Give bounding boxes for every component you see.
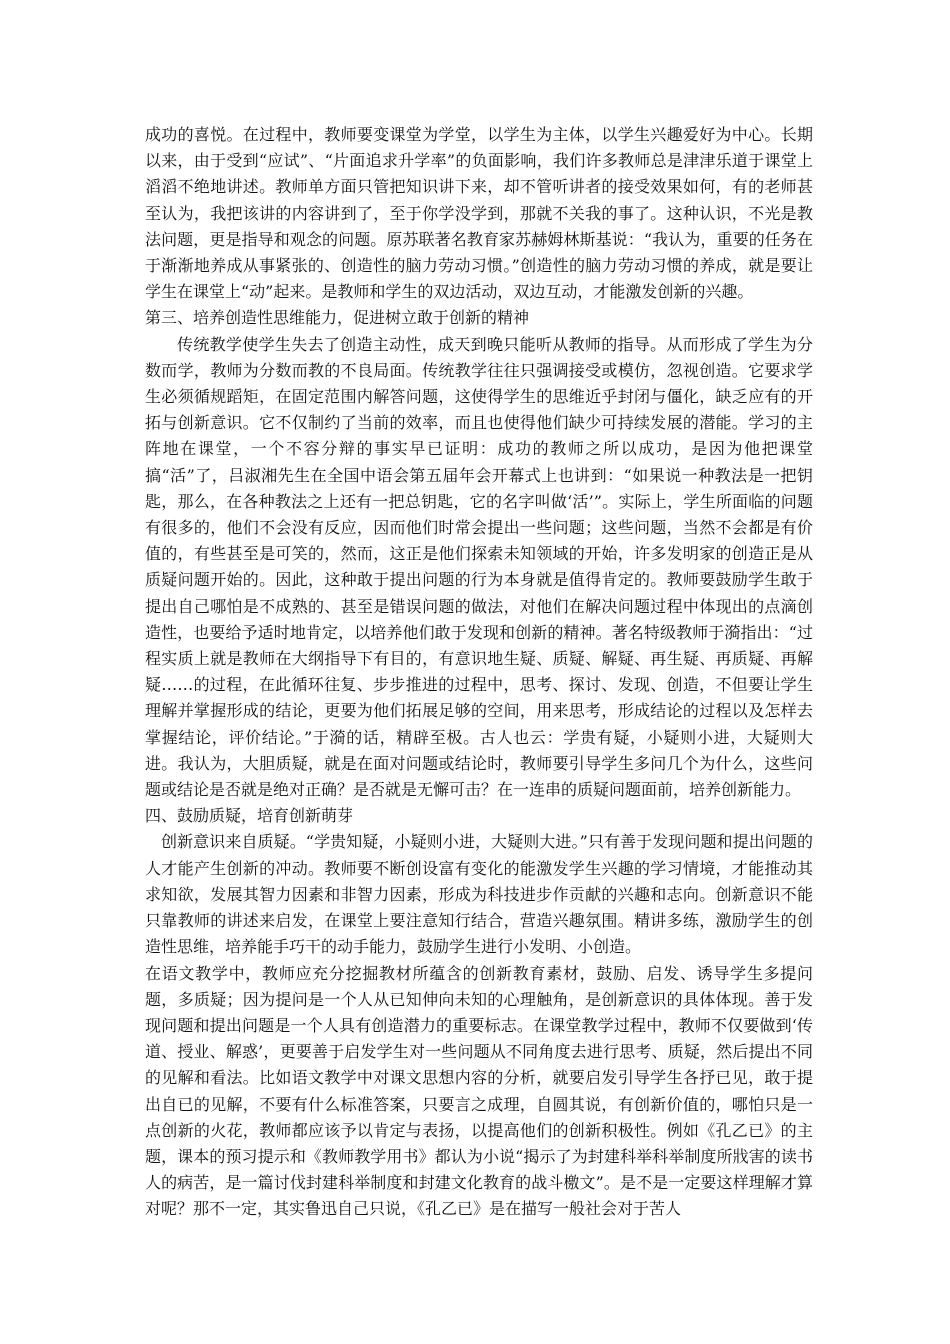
paragraph-chinese-teaching: 在语文教学中，教师应充分挖掘教材所蕴含的创新教育素材，鼓励、启发、诱导学生多提问题，多质疑；因为提问是一个人从已知伸向未知的心理触角，是创新意识的具体体现。善于发现问题和提出问题是一个人具有创造潜力的重要标志。在课堂教学过程中，教师不仅要做到‘传道、授业、解惑’，更要善于启发学生对一些问题从不同角度去进行思考、质疑，然后提出不同的见解和看法。比如语文教学中对课文思想内容的分析，就要启发引导学生各抒已见，敢于提出自已的见解，不要有什么标准答案，只要言之成理，自圆其说，有创新价值的，哪怕只是一点创新的火花，教师都应该予以肯定与表扬，以提高他们的创新积极性。例如《孔乙已》的主题，课本的预习提示和《教师教学用书》都认为小说“揭示了为封建科举科举制度所戕害的读书人的病苦，是一篇讨伐封建科举制度和封建文化教育的战斗檄文”。是不是一定要这样理解才算对呢？那不一定，其实鲁迅自己只说，《孔乙已》是在描写一般社会对于苦人 <box>145 963 813 1219</box>
paragraph-innovation-awareness: 创新意识来自质疑。“学贵知疑，小疑则小进，大疑则大进。”只有善于发现问题和提出问题的人才能产生创新的冲动。教师要不断创设富有变化的能激发学生兴趣的学习情境，才能推动其求知欲，发展其智力因素和非智力因素，形成为科技进步作贡献的兴趣和志向。创新意识不能只靠教师的讲述来启发，在课堂上要注意知行结合，营造兴趣氛围。精讲多练，激励学生的创造性思维，培养能手巧干的动手能力，鼓励学生进行小发明、小创造。 <box>145 832 813 957</box>
section-heading-four: 四、鼓励质疑，培育创新萌芽 <box>145 806 354 826</box>
paragraph-intro-continued: 成功的喜悦。在过程中，教师要变课堂为学堂，以学生为主体，以学生兴趣爱好为中心。长期以来，由于受到“应试”、“片面追求升学率”的负面影响，我们许多教师总是津津乐道于课堂上滔滔不绝地讲述。教师单方面只管把知识讲下来，却不管听讲者的接受效果如何，有的老师甚至认为，我把该讲的内容讲到了，至于你学没学到，那就不关我的事了。这种认识，不光是教法问题，更是指导和观念的问题。原苏联著名教育家苏赫姆林斯基说：“我认为，重要的任务在于渐渐地养成从事紧张的、创造性的脑力劳动习惯。”创造性的脑力劳动习惯的养成，就是要让学生在课堂上“动”起来。是教师和学生的双边活动，双边互动，才能激发创新的兴趣。 <box>145 125 813 302</box>
document-body <box>145 122 813 1223</box>
section-heading-three: 第三、培养创造性思维能力，促进树立敢于创新的精神 <box>145 308 530 328</box>
paragraph-traditional-teaching: 传统教学使学生失去了创造主动性，成天到晚只能听从教师的指导。从而形成了学生为分数而学，教师为分数而教的不良局面。传统教学往往只强调接受或模仿，忽视创造。它要求学生必须循规蹈矩，在固定范围内解答问题，这使得学生的思维近乎封闭与僵化，缺乏应有的开拓与创新意识。它不仅制约了当前的效率，而且也使得他们缺少可持续发展的潜能。学习的主阵地在课堂，一个不容分辩的事实早已证明：成功的教师之所以成功，是因为他把课堂搞“活”了，吕淑湘先生在全国中语会第五届年会开幕式上也讲到：“如果说一种教法是一把钥匙，那么，在各种教法之上还有一把总钥匙，它的名字叫做‘活’”。实际上，学生所面临的问题有很多的，他们不会没有反应，因而他们时常会提出一些问题；这些问题，当然不会都是有价值的，有些甚至是可笑的，然而，这正是他们探索未知领域的开始，许多发明家的创造正是从质疑问题开始的。因此，这种敢于提出问题的行为本身就是值得肯定的。教师要鼓励学生敢于提出自己哪怕是不成熟的、甚至是错误问题的做法，对他们在解决问题过程中体现出的点滴创造性，也要给予适时地肯定，以培养他们敢于发现和创新的精神。著名特级教师于漪指出：“过程实质上就是教师在大纲指导下有目的，有意识地生疑、质疑、解疑、再生疑、再质疑、再解疑……的过程，在此循环往复、步步推进的过程中，思考、探讨、发现、创造，不但要让学生理解并掌握形成的结论，更要为他们拓展足够的空间，用来思考，形成结论的过程以及怎样去掌握结论，评价结论。”于漪的话，精辟至极。古人也云：学贵有疑，小疑则小进，大疑则大进。我认为，大胆质疑，就是在面对问题或结论时，教师要引导学生多问几个为什么，这些问题或结论是否就是绝对正确？是否就是无懈可击？在一连串的质疑问题面前，培养创新能力。 <box>145 334 813 800</box>
